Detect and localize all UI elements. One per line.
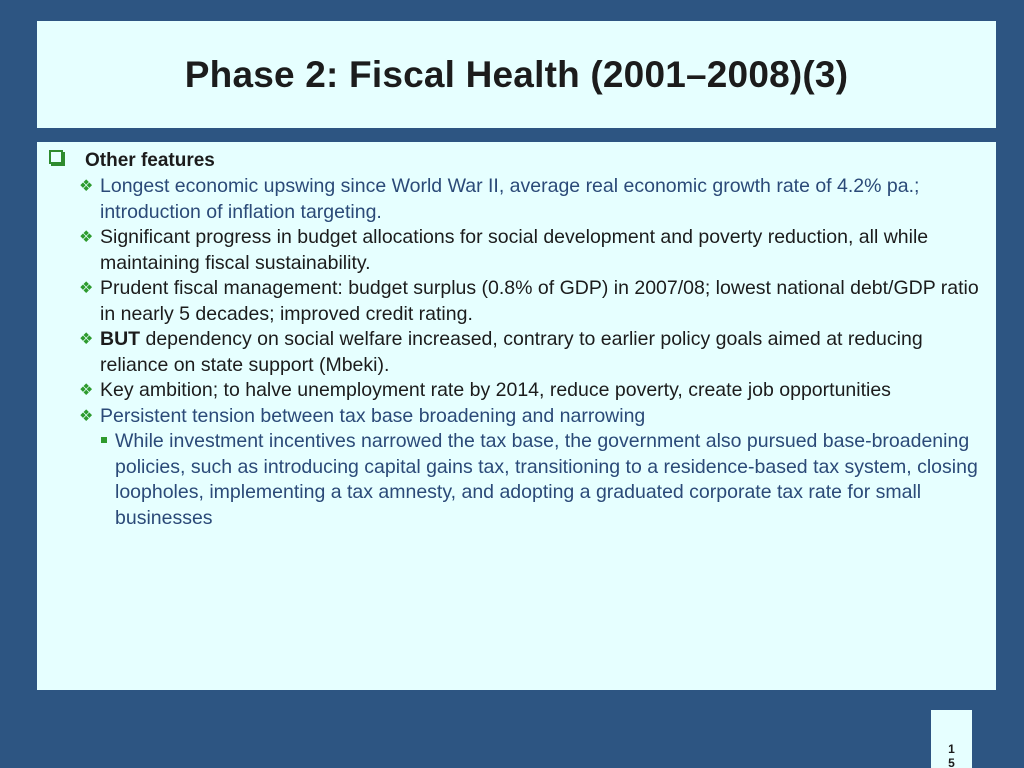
diamond-cluster-icon: ❖ [79, 329, 94, 348]
bullet-fiscal-management [49, 276, 989, 327]
title-panel [37, 21, 996, 128]
diamond-cluster-icon: ❖ [79, 380, 94, 399]
sub-bullet-list [49, 429, 989, 531]
square-icon [101, 437, 107, 443]
bullet-text: Key ambition; to halve unemployment rate by 2014, reduce poverty, create job opportunities [100, 379, 891, 401]
section-heading-text: Other features [85, 150, 215, 171]
bullet-key-ambition [49, 378, 989, 404]
bullet-tax-tension [49, 404, 989, 430]
bullet-bold-prefix: BUT [100, 328, 141, 350]
bullet-text: Prudent fiscal management: budget surplus (0.8% of GDP) in 2007/08; lowest national debt/GDP ratio in nearly 5 decades; improved credit rating. [100, 277, 979, 325]
bullet-welfare-dependency [49, 327, 989, 378]
bullet-list [49, 174, 989, 429]
checkbox-icon [49, 150, 63, 164]
page-number: 15 [948, 742, 955, 768]
bullet-growth [49, 174, 989, 225]
diamond-cluster-icon: ❖ [79, 227, 94, 246]
bullet-text: Longest economic upswing since World War II, average real economic growth rate of 4.2% pa.; introduction of inflation targeting. [100, 175, 920, 223]
bullet-text: dependency on social welfare increased, contrary to earlier policy goals aimed at reducing reliance on state support (Mbeki). [100, 328, 923, 376]
section-other-features [49, 150, 989, 531]
content-panel [37, 142, 996, 690]
bullet-text: Persistent tension between tax base broadening and narrowing [100, 404, 646, 427]
bullet-social-development [49, 225, 989, 276]
diamond-cluster-icon: ❖ [79, 176, 94, 195]
slide-title: Phase 2: Fiscal Health (2001–2008)(3) [184, 53, 849, 95]
sub-bullet-text: While investment incentives narrowed the tax base, the government also pursued base-broadening policies, such as introducing capital gains tax, transitioning to a residence-based tax system, closing loopholes, implementing a tax amnesty, and adopting a graduated corporate tax rate for small businesses [115, 430, 978, 529]
section-heading [49, 150, 989, 172]
page-number-box [931, 710, 972, 768]
diamond-cluster-icon: ❖ [79, 278, 94, 297]
bullet-text: Significant progress in budget allocations for social development and poverty reduction, all while maintaining fiscal sustainability. [100, 226, 929, 274]
diamond-cluster-icon: ❖ [79, 405, 94, 425]
sub-bullet-base-broadening [49, 429, 989, 531]
